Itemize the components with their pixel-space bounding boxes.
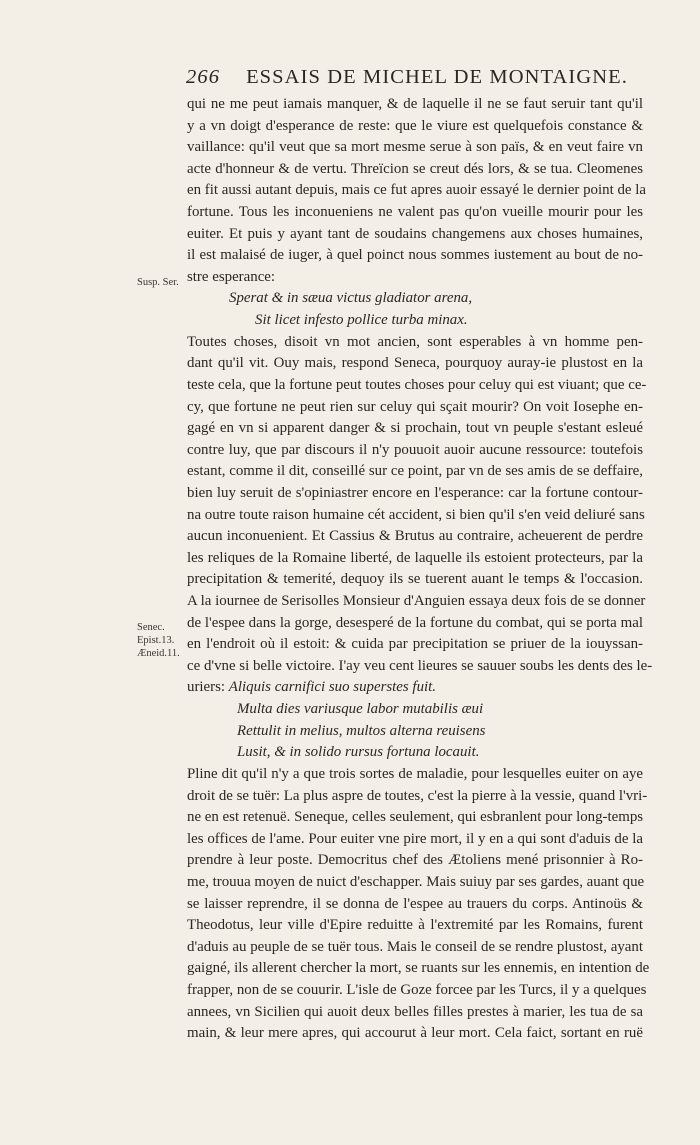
margin-note: Epist.13. <box>137 635 175 646</box>
text-line: stre esperance: <box>187 268 276 285</box>
text-line: A la iournee de Serisolles Monsieur d'Anguien essaya deux fois de se donner <box>187 593 646 610</box>
verse-line: Sperat & in sæua victus gladiator arena, <box>229 290 473 307</box>
verse-line: Lusit, & in solido rursus fortuna locauit. <box>237 744 480 761</box>
text-line: en l'endroit où il estoit: & cuida par precipitation se priuer de la iouyssan- <box>187 636 643 653</box>
text-line: fortune. Tous les inconueniens ne valent pas qu'on vueille mourir pour les <box>187 204 643 221</box>
text-line: annees, vn Sicilien qui auoit deux belles filles prestes à marier, les tua de sa <box>187 1003 643 1020</box>
text-line: dant qu'il vit. Ouy mais, respond Seneca, pourquoy auray-ie plustost en la <box>187 355 643 372</box>
text-line: estant, comme il dit, conseillé sur ce point, par vn de ses amis de se deffaire, <box>187 463 643 480</box>
text-line: d'aduis au peuple de se tuër tous. Mais le conseil de se rendre plustost, ayant <box>187 938 643 955</box>
text-line: vaillance: qu'il veut que sa mort mesme serue à son païs, & en veut faire vn <box>187 139 643 156</box>
page-header <box>186 66 640 89</box>
text-line: Toutes choses, disoit vn mot ancien, sont esperables à vn homme pen- <box>187 333 643 350</box>
text-line: prendre à leur poste. Democritus chef des Ætoliens mené prisonnier à Ro- <box>187 852 643 869</box>
text-line: aucun inconuenient. Et Cassius & Brutus au contraire, acheuerent de perdre <box>187 528 643 545</box>
text-line: Theodotus, leur ville d'Epire reduitte à l'extremité par les Romains, furent <box>187 917 643 934</box>
text-line: les reliques de la Romaine liberté, de laquelle ils estoient protecteurs, par la <box>187 549 643 566</box>
text-line: il est malaisé de iuger, à quel poinct nous sommes iustement au bout de no- <box>187 247 643 264</box>
margin-note: Susp. Ser. <box>137 277 179 288</box>
text-line: acte d'honneur & de vertu. Threïcion se creut dés lors, & se tua. Cleomenes <box>187 160 643 177</box>
running-title: ESSAIS DE MICHEL DE MONTAIGNE. <box>246 66 628 88</box>
text-line: gaigné, ils allerent chercher la mort, se ruants sur les ennemis, en intention de <box>187 960 650 977</box>
text-line: na outre toute raison humaine cét accident, si bien qu'il s'en veid deliuré sans <box>187 506 645 523</box>
text-line: bien luy seruit de s'opiniastrer encore en l'esperance: car la fortune contour- <box>187 484 643 501</box>
verse-line: Rettulit in melius, multos alterna reuisens <box>237 722 486 739</box>
margin-note: Senec. <box>137 622 165 633</box>
text-line: qui ne me peut iamais manquer, & de laquelle il ne se faut seruir tant qu'il <box>187 96 643 112</box>
page-number: 266 <box>186 66 221 88</box>
text-line: contre luy, que par discours il n'y pouuoit auoir aucune ressource: toutefois <box>187 441 643 458</box>
verse-line: Sit licet infesto pollice turba minax. <box>255 312 468 329</box>
text-line: les offices de l'ame. Pour euiter vne pire mort, il y en a qui sont d'aduis de la <box>187 830 643 847</box>
body-text <box>187 94 653 1045</box>
text-line: euiter. Et puis y ayant tant de soudains changemens aux choses humaines, <box>187 225 643 242</box>
text-line: me, trouua moyen de nuict d'eschapper. Mais suiuy par ses gardes, auant que <box>187 873 645 890</box>
text-line: en fit aussi autant depuis, mais ce fut apres auoir essayé le dernier point de la <box>187 182 646 199</box>
text-line: gagé en vn si apparent danger & si prochain, tout vn peuple s'estant esleué <box>187 420 643 437</box>
text-line <box>187 677 643 699</box>
margin-note: Æneid.11. <box>137 648 180 659</box>
verse-line: Multa dies variusque labor mutabilis æui <box>237 701 484 718</box>
text-line: ne en est retenuë. Seneque, celles seulement, qui esbranlent pour long-temps <box>187 809 644 826</box>
text-line: precipitation & temerité, dequoy ils se tuerent auant le temps & l'occasion. <box>187 571 643 588</box>
text-line: droit de se tuër: La plus aspre de toutes, c'est la pierre à la vessie, quand l'vri- <box>187 787 648 804</box>
inline-quote: Aliquis carnifici suo superstes fuit. <box>228 679 437 696</box>
text-line: cy, que fortune ne peut rien sur celuy qui sçait mourir? On voit Iosephe en- <box>187 398 643 415</box>
text-line: frapper, non de se couurir. L'isle de Goze forcee par les Turcs, il y a quelques <box>187 981 647 998</box>
text-line: ce d'vne si belle victoire. I'ay veu cent lieures se sauuer soubs les dents des le- <box>187 657 653 674</box>
text-line: se laisser reprendre, il se donna de l'espee au trauers du corps. Antinoüs & <box>187 895 643 912</box>
text-line: Pline dit qu'il n'y a que trois sortes de maladie, pour lesquelles euiter on aye <box>187 765 643 782</box>
text-line: de l'espee dans la gorge, desesperé de la fortune du combat, qui se porta mal <box>187 614 643 631</box>
text-fragment: uriers: <box>187 679 226 696</box>
text-line: y a vn doigt d'esperance de reste: que le viure est quelquefois constance & <box>187 117 643 134</box>
text-line: teste cela, que la fortune peut toutes choses pour celuy qui est viuant; que ce- <box>187 376 647 393</box>
text-line: main, & leur mere apres, qui accourut à leur mort. Cela faict, sortant en ruë <box>187 1025 643 1042</box>
